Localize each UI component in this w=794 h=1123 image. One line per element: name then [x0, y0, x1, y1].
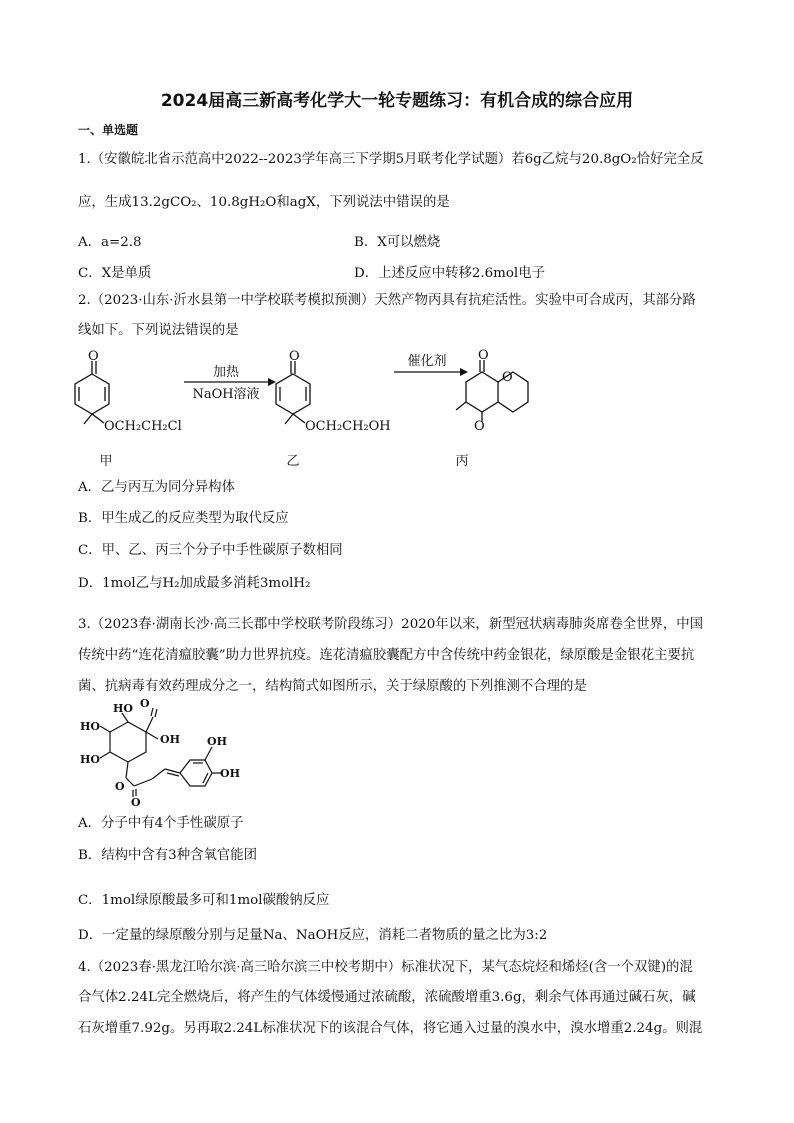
- acid-o-label: O: [140, 697, 150, 710]
- jia-substituent: OCH₂CH₂Cl: [104, 419, 182, 434]
- q4-stem-line3: 石灰增重7.92g。另再取2.24L标准状况下的该混合气体，将它通入过量的溴水中，溴水增重2.24g。则混: [78, 1021, 703, 1036]
- oh-label-4: OH: [207, 735, 227, 748]
- acid-oh-label: OH: [160, 733, 180, 746]
- bing-ring-o1: O: [502, 370, 513, 385]
- arrow1-bottom-label: NaOH溶液: [192, 387, 260, 402]
- arrow1-top-label: 加热: [212, 365, 240, 380]
- ester-co-label: O: [131, 796, 141, 809]
- q1-option-c: C．X是单质: [78, 266, 152, 281]
- q3-stem-line2: 传统中药“连花清瘟胶囊”助力世界抗疫。连花清瘟胶囊配方中含传统中药金银花，绿原酸是金银花主要抗: [78, 648, 695, 663]
- oh-label-1: HO: [113, 702, 133, 715]
- yi-substituent: OCH₂CH₂OH: [305, 419, 391, 434]
- label-jia: 甲: [99, 454, 113, 469]
- oh-label-5: OH: [220, 767, 240, 780]
- q3-option-b: B．结构中含有3种含氧官能团: [78, 848, 258, 863]
- yi-ketone-o: O: [289, 349, 300, 364]
- page-title: 2024届高三新高考化学大一轮专题练习：有机合成的综合应用: [160, 91, 634, 111]
- q1-option-a: A．a=2.8: [78, 235, 142, 250]
- q3-stem-line3: 菌、抗病毒有效药理成分之一，结构简式如图所示，关于绿原酸的下列推测不合理的是: [78, 679, 587, 694]
- q2-stem-line1: 2.（2023·山东·沂水县第一中学校联考模拟预测）天然产物丙具有抗疟活性。实验中可合成丙，其部分路: [78, 293, 696, 308]
- q3-stem-line1: 3.（2023春·湖南长沙·高三长郡中学校联考阶段练习）2020年以来，新型冠状病毒肺炎席卷全世界，中国: [78, 617, 704, 632]
- arrow2-top-label: 催化剂: [407, 354, 447, 369]
- jia-ketone-o: O: [88, 349, 99, 364]
- q2-option-a: A．乙与丙互为同分异构体: [78, 480, 235, 495]
- q2-option-c: C．甲、乙、丙三个分子中手性碳原子数相同: [78, 543, 343, 558]
- q2-option-d: D．1mol乙与H₂加成最多消耗3molH₂: [78, 576, 311, 591]
- q1-option-d: D．上述反应中转移2.6mol电子: [354, 266, 545, 281]
- q2-stem-line2: 线如下。下列说法错误的是: [78, 323, 239, 338]
- q1-stem-line2: 应，生成13.2gCO₂、10.8gH₂O和agX，下列说法中错误的是: [78, 195, 450, 210]
- q4-stem-line2: 合气体2.24L完全燃烧后，将产生的气体缓慢通过浓硫酸，浓硫酸增重3.6g，剩余气体再通过碱石灰，碱: [78, 990, 696, 1005]
- oh-label-3: HO: [80, 753, 100, 766]
- q1-stem-line1: 1.（安徽皖北省示范高中2022--2023学年高三下学期5月联考化学试题）若6g乙烷与20.8gO₂恰好完全反: [78, 152, 704, 167]
- q2-option-b: B．甲生成乙的反应类型为取代反应: [78, 511, 289, 526]
- q3-option-d: D．一定量的绿原酸分别与足量Na、NaOH反应，消耗二者物质的量之比为3:2: [78, 928, 548, 943]
- ester-o-label: O: [115, 780, 125, 793]
- q3-option-a: A．分子中有4个手性碳原子: [78, 816, 244, 831]
- bing-ring-o2: O: [474, 419, 485, 434]
- section-heading: 一、单选题: [78, 123, 139, 137]
- q3-option-c: C．1mol绿原酸最多可和1mol碳酸钠反应: [78, 893, 330, 908]
- bing-ketone-o: O: [478, 348, 489, 363]
- q4-stem-line1: 4.（2023春·黑龙江哈尔滨·高三哈尔滨三中校考期中）标准状况下，某气态烷烃和烯烃(含一个双键)的混: [78, 960, 693, 975]
- q1-option-b: B．X可以燃烧: [354, 235, 441, 250]
- label-bing: 丙: [455, 454, 469, 469]
- oh-label-2: HO: [80, 720, 100, 733]
- label-yi: 乙: [286, 454, 300, 469]
